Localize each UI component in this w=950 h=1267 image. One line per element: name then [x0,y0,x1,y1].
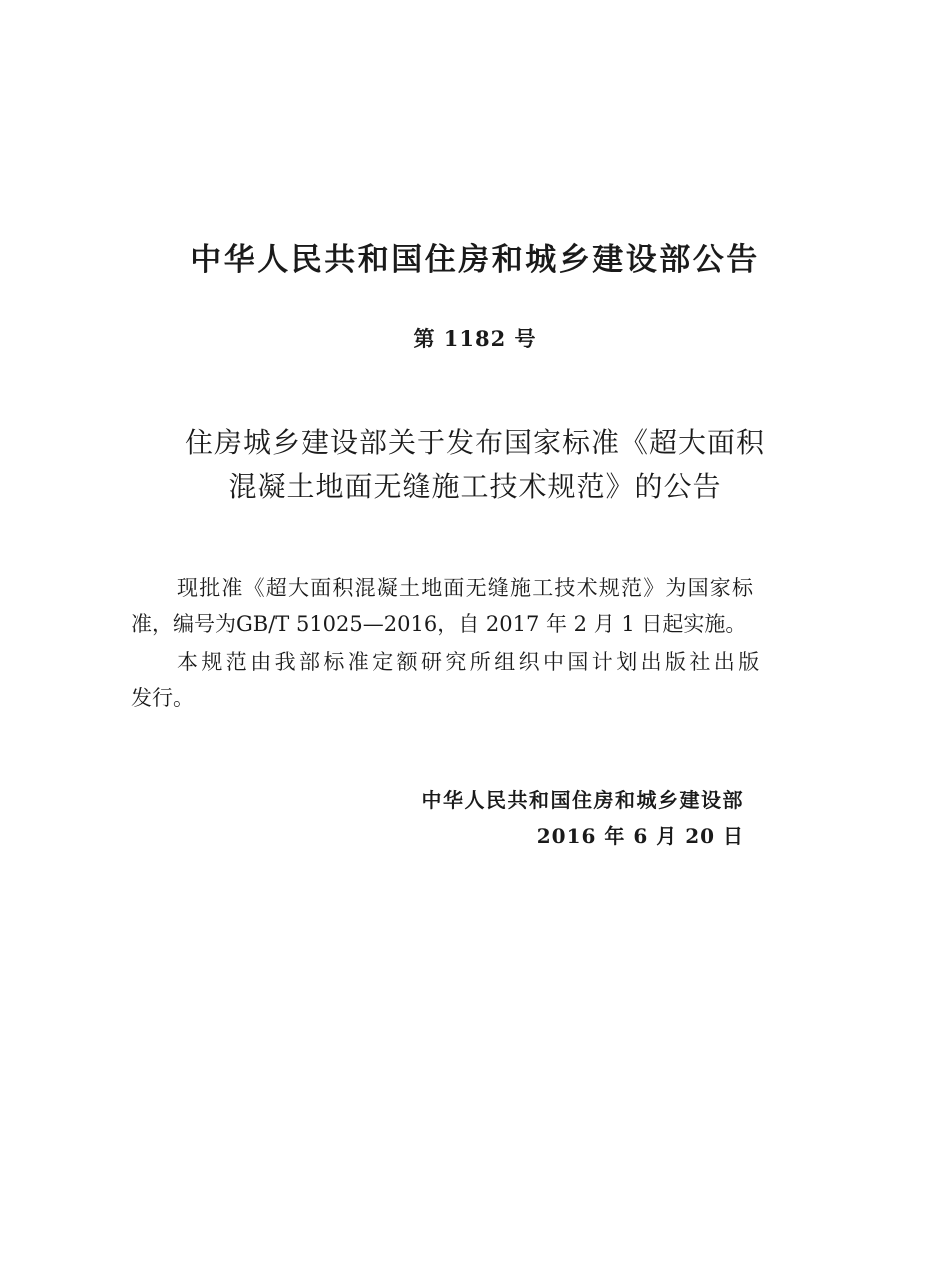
announcement-number: 第 1182 号 [413,326,537,351]
paragraph-2-line-2: 发行。 [131,686,194,710]
paragraph-1-line-2: 准，编号为GB/T 51025—2016，自 2017 年 2 月 1 日起实施。 [131,612,747,636]
announcement-title: 中华人民共和国住房和城乡建设部公告 [190,242,760,278]
subtitle-line-2: 混凝土地面无缝施工技术规范》的公告 [228,470,722,503]
paragraph-1-line-1: 现批准《超大面积混凝土地面无缝施工技术规范》为国家标 [177,576,755,600]
issue-date: 2016 年 6 月 20 日 [536,824,744,848]
paragraph-2-line-1: 本规范由我部标准定额研究所组织中国计划出版社出版 [177,650,763,674]
subtitle-line-1: 住房城乡建设部关于发布国家标准《超大面积 [184,426,765,459]
issuer-signature: 中华人民共和国住房和城乡建设部 [421,788,744,812]
